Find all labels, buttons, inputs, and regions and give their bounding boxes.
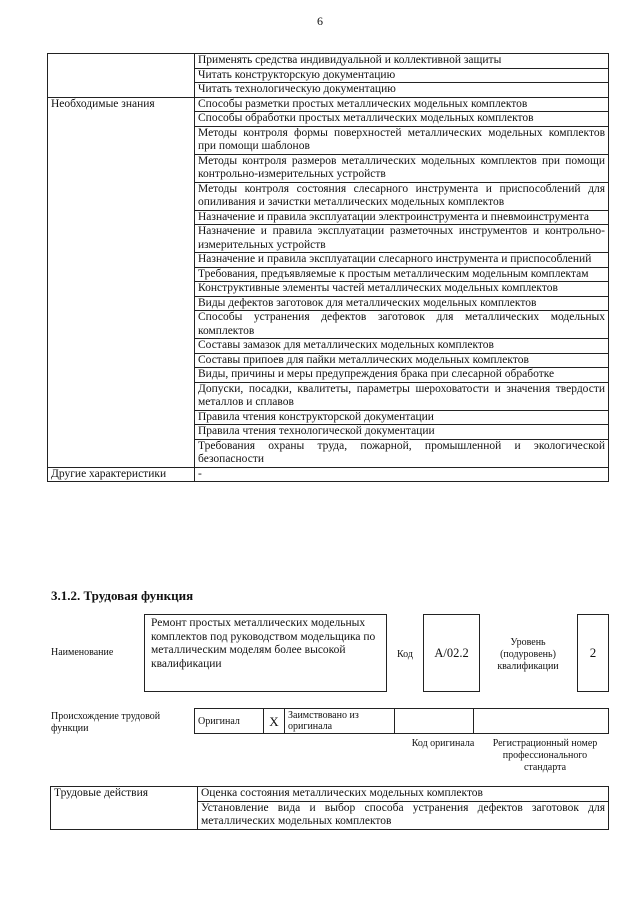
- function-code-value: А/02.2: [423, 614, 480, 692]
- row-item: Методы контроля формы поверхностей металлических модельных комплектов при помощи шаблонов: [195, 126, 609, 154]
- origin-row: [194, 708, 609, 734]
- row-item: Правила чтения технологической документации: [195, 425, 609, 440]
- table-row: [48, 54, 609, 69]
- row-item: Методы контроля состояния слесарного инструмента и приспособлений для опиливания и зачистки металлических модельных комплектов: [195, 182, 609, 210]
- row-item: Применять средства индивидуальной и коллективной защиты: [195, 54, 609, 69]
- table-row: [48, 467, 609, 482]
- row-item: Читать конструкторскую документацию: [195, 68, 609, 83]
- row-item: Способы обработки простых металлических модельных комплектов: [195, 112, 609, 127]
- code-label: Код: [397, 649, 413, 660]
- borrowed-label: Заимствовано из оригинала: [285, 709, 395, 734]
- row-item: Виды, причины и меры предупреждения брака при слесарной обработке: [195, 368, 609, 383]
- page-number: 6: [317, 14, 323, 28]
- row-item: Требования охраны труда, пожарной, промышленной и экологической безопасности: [195, 439, 609, 467]
- row-item: -: [195, 467, 609, 482]
- reg-number-caption: Регистрационный номер профессионального стандарта: [492, 738, 598, 773]
- skills-knowledge-table: [47, 53, 609, 482]
- function-name-value: Ремонт простых металлических модельных комплектов под руководством модельщика по металлическим моделям более высокой квалификации: [144, 614, 387, 692]
- original-label: Оригинал: [195, 709, 264, 734]
- row-label: Трудовые действия: [51, 787, 198, 830]
- row-item: Виды дефектов заготовок для металлических модельных комплектов: [195, 296, 609, 311]
- reg-number-cell: [474, 709, 609, 734]
- row-item: Назначение и правила эксплуатации электроинструмента и пневмоинструмента: [195, 210, 609, 225]
- row-item: Установление вида и выбор способа устранения дефектов заготовок для металлических модельных комплектов: [198, 801, 609, 829]
- row-item: Составы припоев для пайки металлических модельных комплектов: [195, 353, 609, 368]
- row-item: Требования, предъявляемые к простым металлическим модельным комплектам: [195, 267, 609, 282]
- code-original-caption: Код оригинала: [411, 738, 475, 749]
- row-item: Назначение и правила эксплуатации слесарного инструмента и приспособлений: [195, 253, 609, 268]
- labor-actions-table: [50, 786, 609, 830]
- row-item: Допуски, посадки, квалитеты, параметры шероховатости и значения твердости металлов и сплавов: [195, 382, 609, 410]
- row-item: Читать технологическую документацию: [195, 83, 609, 98]
- table-row: [48, 97, 609, 112]
- code-original-cell: [395, 709, 474, 734]
- row-item: Составы замазок для металлических модельных комплектов: [195, 339, 609, 354]
- row-label: Другие характеристики: [48, 467, 195, 482]
- original-mark: X: [264, 709, 285, 734]
- row-item: Способы разметки простых металлических модельных комплектов: [195, 97, 609, 112]
- row-item: Методы контроля размеров металлических модельных комплектов при помощи контрольно-измерительных устройств: [195, 154, 609, 182]
- section-title: 3.1.2. Трудовая функция: [51, 588, 194, 603]
- row-item: Конструктивные элементы частей металлических модельных комплектов: [195, 282, 609, 297]
- level-label: Уровень (подуровень) квалификации: [497, 637, 559, 672]
- level-value: 2: [577, 614, 609, 692]
- row-item: Правила чтения конструкторской документации: [195, 410, 609, 425]
- row-item: Назначение и правила эксплуатации разметочных инструментов и контрольно-измерительных устройств: [195, 225, 609, 253]
- name-label: Наименование: [51, 647, 114, 658]
- row-item: Способы устранения дефектов заготовок для металлических модельных комплектов: [195, 311, 609, 339]
- row-label: [48, 54, 195, 98]
- origin-label: Происхождение трудовой функции: [51, 711, 161, 734]
- row-item: Оценка состояния металлических модельных комплектов: [198, 787, 609, 802]
- table-row: [51, 787, 609, 802]
- row-label: Необходимые знания: [48, 97, 195, 467]
